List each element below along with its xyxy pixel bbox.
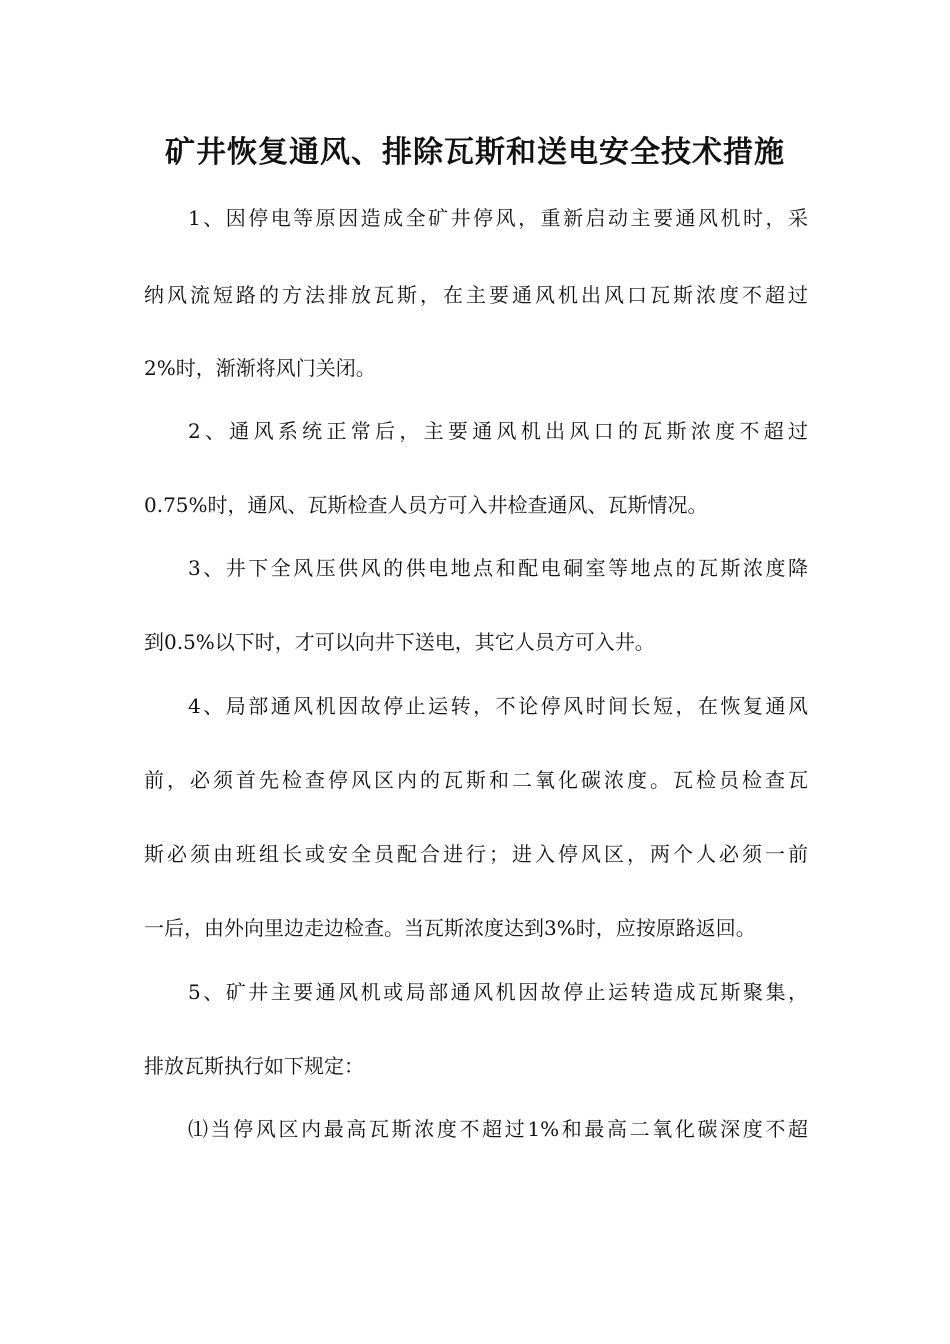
paragraph-1-line-2: 纳风流短路的方法排放瓦斯，在主要通风机出风口瓦斯浓度不超过 xyxy=(144,283,808,307)
paragraph-4-line-3: 斯必须由班组长或安全员配合进行；进入停风区，两个人必须一前 xyxy=(144,842,808,866)
paragraph-2-line-1: 2、通风系统正常后，主要通风机出风口的瓦斯浓度不超过 xyxy=(188,419,808,443)
document-title: 矿井恢复通风、排除瓦斯和送电安全技术措施 xyxy=(165,135,785,170)
paragraph-4-line-1: 4、局部通风机因故停止运转，不论停风时间长短，在恢复通风 xyxy=(188,694,808,718)
paragraph-3-line-2: 到0.5%以下时，才可以向井下送电，其它人员方可入井。 xyxy=(144,630,655,654)
paragraph-4-line-2: 前，必须首先检查停风区内的瓦斯和二氧化碳浓度。瓦检员检查瓦 xyxy=(144,768,808,792)
paragraph-3-line-1: 3、井下全风压供风的供电地点和配电硐室等地点的瓦斯浓度降 xyxy=(188,556,808,580)
paragraph-6-line-1: ⑴当停风区内最高瓦斯浓度不超过1%和最高二氧化碳深度不超 xyxy=(188,1117,808,1141)
paragraph-4-line-4: 一后，由外向里边走边检查。当瓦斯浓度达到3%时，应按原路返回。 xyxy=(144,916,756,940)
paragraph-1-line-1: 1、因停电等原因造成全矿井停风，重新启动主要通风机时，采 xyxy=(188,206,808,230)
paragraph-5-line-2: 排放瓦斯执行如下规定： xyxy=(144,1054,364,1078)
paragraph-5-line-1: 5、矿井主要通风机或局部通风机因故停止运转造成瓦斯聚集， xyxy=(188,980,808,1004)
paragraph-1-line-3: 2%时，渐渐将风门关闭。 xyxy=(144,356,376,380)
paragraph-2-line-2: 0.75%时，通风、瓦斯检查人员方可入井检查通风、瓦斯情况。 xyxy=(144,493,708,517)
